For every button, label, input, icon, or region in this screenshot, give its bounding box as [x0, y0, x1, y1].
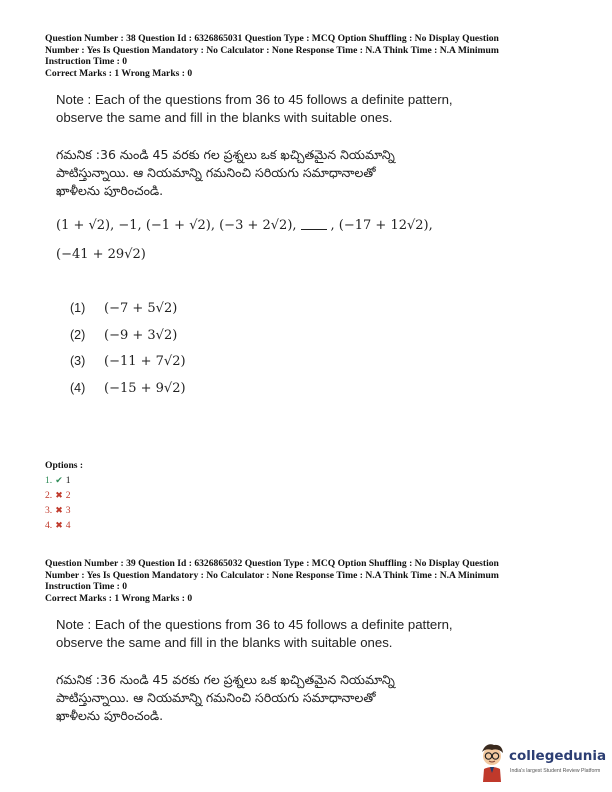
- q39-telugu-line2: పాటిస్తున్నాయి. ఆ నియమాన్ని గమనించి సరియగు సమాధానాలతో: [56, 690, 376, 705]
- q38-choice-2: [70, 328, 270, 343]
- mascot-icon: [476, 742, 508, 782]
- q38-option-4: [45, 520, 71, 531]
- q38-meta: [45, 33, 565, 79]
- logo-tagline: India's largest Student Review Platform: [510, 768, 601, 774]
- q39-note-line2: observe the same and fill in the blanks with suitable ones.: [56, 635, 393, 650]
- choice-number: (4): [70, 381, 86, 395]
- choice-expression: (−15 + 9√2): [104, 381, 186, 396]
- q38-telugu-line3: ఖాళీలను పూరించండి.: [56, 183, 164, 198]
- option-label: 3.: [45, 505, 53, 516]
- q38-note-line1: Note : Each of the questions from 36 to 45 follows a definite pattern,: [56, 92, 453, 107]
- collegedunia-logo: [476, 742, 607, 784]
- q38-series-line2: (−41 + 29√2): [56, 247, 146, 262]
- q39-meta-line1: Question Number : 39 Question Id : 6326865032 Question Type : MCQ Option Shuffling : No Display Question: [45, 558, 499, 569]
- q38-note: [56, 91, 526, 127]
- option-value: 2: [65, 490, 71, 501]
- q39-telugu-line1: గమనిక :36 నుండి 45 వరకు గల ప్రశ్నలు ఒక ఖచ్చితమైన నియమాన్ని: [56, 672, 395, 687]
- q39-marks: Correct Marks : 1 Wrong Marks : 0: [45, 592, 193, 604]
- q39-telugu-line3: ఖాళీలను పూరించండి.: [56, 708, 164, 723]
- q39-telugu-note: [56, 671, 526, 725]
- q38-meta-line2: Number : Yes Is Question Mandatory : No Calculator : None Response Time : N.A Think Time : N.A Minimum: [45, 44, 499, 56]
- cross-icon: ✖: [55, 520, 63, 530]
- q38-choice-3: [70, 354, 270, 369]
- q38-note-line2: observe the same and fill in the blanks with suitable ones.: [56, 110, 393, 125]
- q38-meta-line3: Instruction Time : 0: [45, 56, 127, 68]
- cross-icon: ✖: [55, 505, 63, 515]
- choice-expression: (−11 + 7√2): [104, 354, 186, 369]
- q38-meta-line1: Question Number : 38 Question Id : 6326865031 Question Type : MCQ Option Shuffling : No Display Question: [45, 33, 499, 44]
- q38-choice-4: [70, 381, 270, 396]
- q38-telugu-line1: గమనిక :36 నుండి 45 వరకు గల ప్రశ్నలు ఒక ఖచ్చితమైన నియమాన్ని: [56, 147, 395, 162]
- q39-meta: [45, 558, 565, 604]
- q39-note-line1: Note : Each of the questions from 36 to 45 follows a definite pattern,: [56, 617, 453, 632]
- q38-telugu-line2: పాటిస్తున్నాయి. ఆ నియమాన్ని గమనించి సరియగు సమాధానాలతో: [56, 165, 376, 180]
- q38-series-part2: , (−17 + 12√2),: [330, 218, 433, 233]
- q39-note: [56, 616, 526, 652]
- choice-number: (1): [70, 301, 86, 315]
- q38-telugu-note: [56, 146, 526, 200]
- check-icon: ✔: [55, 475, 63, 485]
- logo-wordmark: collegedunia: [509, 748, 607, 764]
- q38-option-2: [45, 490, 71, 501]
- q38-option-1: [45, 475, 71, 486]
- q38-series-part1: (1 + √2), −1, (−1 + √2), (−3 + 2√2),: [56, 218, 297, 233]
- option-label: 2.: [45, 490, 53, 501]
- cross-icon: ✖: [55, 490, 63, 500]
- q38-marks: Correct Marks : 1 Wrong Marks : 0: [45, 67, 193, 79]
- q38-series-line1: [56, 218, 433, 233]
- option-label: 1.: [45, 475, 53, 486]
- q38-option-3: [45, 505, 71, 516]
- q39-meta-line2: Number : Yes Is Question Mandatory : No Calculator : None Response Time : N.A Think Time : N.A Minimum: [45, 569, 499, 581]
- option-value: 1: [65, 475, 71, 486]
- choice-number: (3): [70, 354, 86, 368]
- q39-meta-line3: Instruction Time : 0: [45, 581, 127, 593]
- choice-expression: (−7 + 5√2): [104, 301, 178, 316]
- q38-choice-1: [70, 301, 270, 316]
- series-blank: [301, 229, 327, 230]
- option-label: 4.: [45, 520, 53, 531]
- choice-number: (2): [70, 328, 86, 342]
- option-value: 3: [65, 505, 71, 516]
- q38-options-title: Options :: [45, 460, 84, 471]
- choice-expression: (−9 + 3√2): [104, 328, 178, 343]
- option-value: 4: [65, 520, 71, 531]
